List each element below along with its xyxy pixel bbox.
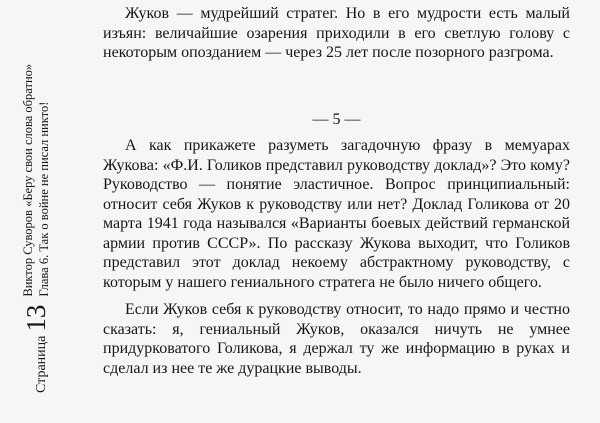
left-margin bbox=[0, 0, 70, 423]
running-head bbox=[10, 3, 62, 393]
book-title-line: Виктор Суворов «Беру свои слова обратно» bbox=[21, 63, 35, 297]
running-head-lines bbox=[20, 64, 52, 297]
paragraph: Если Жуков себя к руководству относит, то надо прямо и честно сказать: я, гениальный Жуков, оказался ничуть не умнее придурковатого Голикова, я держал ту же информацию в руках и сделал из нее те же дурацкие выводы. bbox=[103, 301, 570, 377]
page-word: Страница bbox=[33, 335, 49, 393]
text-body bbox=[103, 4, 570, 378]
chapter-title-line: Глава 6. Так о войне не писал никто! bbox=[37, 101, 51, 297]
page-label bbox=[20, 304, 51, 393]
paragraph: А как прикажете разуметь загадочную фразу в мемуарах Жукова: «Ф.И. Голиков представил руководству доклад»? Это кому? Руководство — понятие эластичное. Вопрос принципиальный: относит себя Жуков к руководству или нет? Доклад Голикова от 20 марта 1941 года назывался «Варианты боевых действий германской армии против СССР». По рассказу Жукова выходит, что Голиков представил этот доклад некоему абстрактному руководству, с которым у нашего гениального стратега не было ничего общего. bbox=[103, 137, 570, 291]
section-number: — 5 — bbox=[312, 110, 361, 128]
page-number: 13 bbox=[20, 304, 51, 332]
paragraph: Жуков — мудрейший стратег. Но в его мудрости есть малый изъян: величайшие озарения приходили в его светлую голову с некоторым опозданием — через 25 лет после позорного разгрома. bbox=[103, 5, 570, 61]
section-spacer bbox=[103, 63, 570, 110]
